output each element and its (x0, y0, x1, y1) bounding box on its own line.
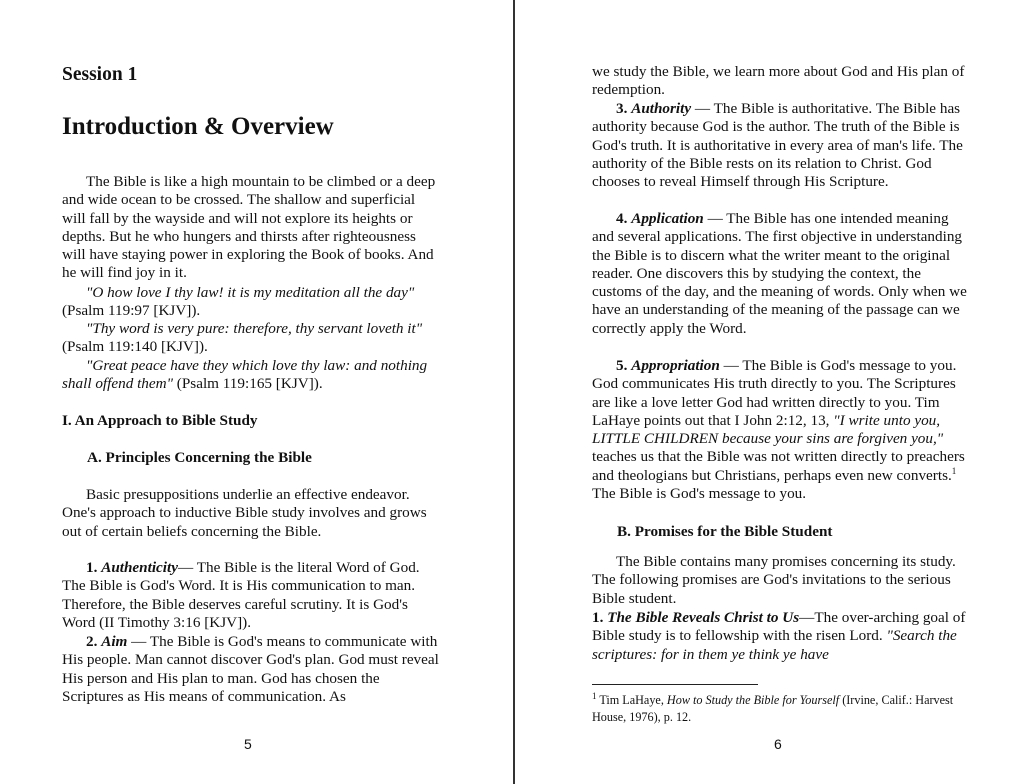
page-title: Introduction & Overview (62, 113, 334, 140)
principle-5-text-c: The Bible is God's message to you. (592, 485, 807, 503)
principle-5-label: 5. (616, 357, 632, 374)
right-page (592, 0, 972, 784)
principle-4-label: 4. (616, 210, 632, 227)
principle-2-text: — The Bible is God's means to communicate with His people. Man cannot discover God's plan. God must reveal His person and His plan to man. God has chosen the Scriptures as His means of communication. As (62, 633, 439, 705)
presuppositions-paragraph: Basic presuppositions underlie an effective endeavor. One's approach to inductive Bible study involves and grows out of certain beliefs concerning the Bible. (62, 486, 427, 540)
principle-5-quote: "I write unto you, LITTLE CHILDREN because your sins are forgiven you," (592, 411, 944, 448)
quote-2-ref: (Psalm 119:140 [KJV]). (62, 338, 208, 356)
continuation-paragraph: we study the Bible, we learn more about God and His plan of redemption. (592, 63, 965, 99)
footnote-separator (592, 684, 758, 685)
left-page (62, 0, 442, 784)
principle-2-term: Aim (101, 633, 128, 650)
session-label: Session 1 (62, 64, 138, 85)
principle-3 (592, 100, 972, 191)
section-heading-a: A. Principles Concerning the Bible (87, 449, 312, 466)
principle-5-term: Appropriation (631, 357, 720, 374)
section-heading-i: I. An Approach to Bible Study (62, 412, 258, 429)
quote-3 (62, 357, 442, 394)
footnote-author: Tim LaHaye, (596, 693, 667, 707)
principle-4 (592, 210, 972, 338)
principle-1-term: Authenticity (101, 559, 178, 576)
promise-1-label: 1. (592, 609, 608, 626)
principle-5-text-b: teaches us that the Bible was not written directly to preachers and theologians but Christians, perhaps even new converts. (592, 448, 965, 484)
principle-3-label: 3. (616, 100, 632, 117)
quote-3-ref: (Psalm 119:165 [KJV]). (173, 375, 323, 393)
principle-5-text-a: — The Bible is God's message to you. God communicates His truth directly to you. The Scriptures are like a love letter God had written directly to you. Tim LaHaye points out that I John 2:12, 13, (592, 357, 957, 429)
principle-1 (62, 559, 442, 632)
principle-2-label: 2. (86, 633, 102, 650)
quote-1-text: "O how love I thy law! it is my meditation all the day" (86, 284, 415, 301)
quote-2-text: "Thy word is very pure: therefore, thy servant loveth it" (86, 320, 423, 337)
footnote-mark: 1 (592, 690, 597, 701)
page-number-right: 6 (774, 736, 782, 752)
principle-3-text: — The Bible is authoritative. The Bible has authority because God is the author. The truth of the Bible is God's truth. It is authoritative in every area of man's life. The authority of the Bible rests on its relation to Christ. God chooses to reveal Himself through His Scripture. (592, 100, 963, 191)
principle-1-label: 1. (86, 559, 102, 576)
promise-1-quote: "Search the scriptures: for in them ye think ye have (592, 627, 957, 663)
page-number-left: 5 (244, 736, 252, 752)
quote-1 (62, 284, 442, 321)
footnote (592, 692, 972, 725)
quote-2 (62, 320, 442, 357)
promise-1 (592, 609, 972, 664)
principle-4-text: — The Bible has one intended meaning and several applications. The first objective in understanding the Bible is to discern what the writer meant to the original reader. One discovers this by studying the context, the customs of the day, and the meaning of words. Only when we have an understanding of the meaning of the passage can we correctly apply the Word. (592, 210, 967, 337)
quote-1-ref: (Psalm 119:97 [KJV]). (62, 302, 201, 320)
promise-1-text: —The over-arching goal of Bible study is to fellowship with the risen Lord. (592, 609, 966, 645)
footnote-reference[interactable]: 1 (951, 465, 957, 476)
principle-5 (592, 357, 972, 503)
promises-paragraph: The Bible contains many promises concerning its study. The following promises are God's invitations to the serious Bible student. (592, 553, 956, 607)
promise-1-term: The Bible Reveals Christ to Us (607, 609, 800, 626)
principle-3-term: Authority (631, 100, 692, 117)
section-heading-b: B. Promises for the Bible Student (617, 523, 833, 540)
page-divider (513, 0, 515, 784)
principle-4-term: Application (631, 210, 704, 227)
principle-2 (62, 633, 442, 706)
footnote-title: How to Study the Bible for Yourself (666, 693, 840, 707)
footnote-rest: (Irvine, Calif.: Harvest House, 1976), p. 12. (592, 693, 954, 724)
quote-3-text: "Great peace have they which love thy law: and nothing shall offend them" (62, 357, 428, 393)
intro-paragraph: The Bible is like a high mountain to be climbed or a deep and wide ocean to be crossed. The shallow and superficial will fall by the wayside and will not explore its heights or depths. But he who hungers and thirsts after righteousness will have staying power in exploring the Book of books. And he will find joy in it. (62, 173, 436, 282)
principle-1-text: — The Bible is the literal Word of God. The Bible is God's Word. It is His communication to man. Therefore, the Bible deserves careful scrutiny. It is God's Word (II Timothy 3:16 [KJV]). (62, 559, 420, 631)
